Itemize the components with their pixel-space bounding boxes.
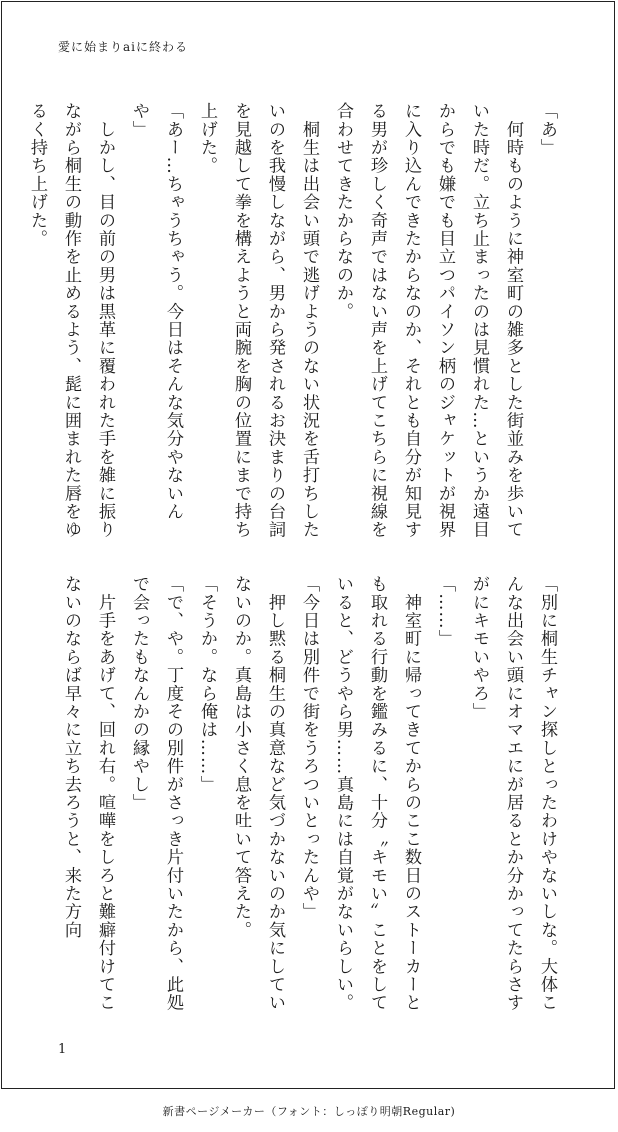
paragraph: 片手をあげて、回れ右。喧嘩をしろと難癖付けてこないのならば早々に立ち去ろうと、来た方向 [61,575,115,1012]
paragraph: 「あー…ちゃうちゃう。今日はそんな気分やないんや」 [129,102,183,521]
text-column-top [27,102,564,542]
paragraph: 「あ」 [537,102,557,157]
paragraph: 神室町に帰ってきてからのここ数日のストーカーとも取れる行動を鑑みるに、十分〝キモい〟ことをしていると、どうやら男……真島には自覚がないらしい。 [333,575,421,1012]
paragraph: 「今日は別件で街をうろついとったんや」 [299,575,319,921]
paragraph: 「別に桐生チャン探しとったわけやないしな。大体こんな出会い頭にオマエにが居るとか分かってたらさすがにキモいやろ」 [469,575,557,1012]
paragraph: 「そうか。なら俺は……」 [197,575,217,794]
text-column-bottom [54,575,564,1015]
paragraph: 桐生は出会い頭で逃げようのない状況を舌打ちしたいのを我慢しながら、男から発されるお決まりの台詞を見越して拳を構えようと両腕を胸の位置にまで持ち上げた。 [197,102,319,539]
page-header-title: 愛に始まりaiに終わる [58,40,188,54]
paragraph: 「……」 [435,575,455,648]
paragraph: 何時ものように神室町の雑多とした街並みを歩いていた時だ。立ち止まったのは見慣れた…というか遠目からでも嫌でも目立つパイソン柄のジャケットが視界に入り込んできたからなのか、それとも自分が知見する男が珍しく奇声ではない声を上げてこちらに視線を合わせてきたからなのか。 [333,102,523,539]
paragraph: しかし、目の前の男は黒革に覆われた手を雑に振りながら桐生の動作を止めるよう、髭に囲まれた唇をゆるく持ち上げた。 [27,102,115,539]
paragraph: 押し黙る桐生の真意など気づかないのか気にしていないのか。真島は小さく息を吐いて答えた。 [231,575,285,1012]
page-number: 1 [58,1042,67,1057]
paragraph: 「で、や。丁度その別件がさっき片付いたから、此処で会ったもなんかの縁やし」 [129,575,183,1012]
footer-caption: 新書ページメーカー（フォント：しっぽり明朝Regular) [162,1105,456,1118]
page-frame [1,1,615,1089]
